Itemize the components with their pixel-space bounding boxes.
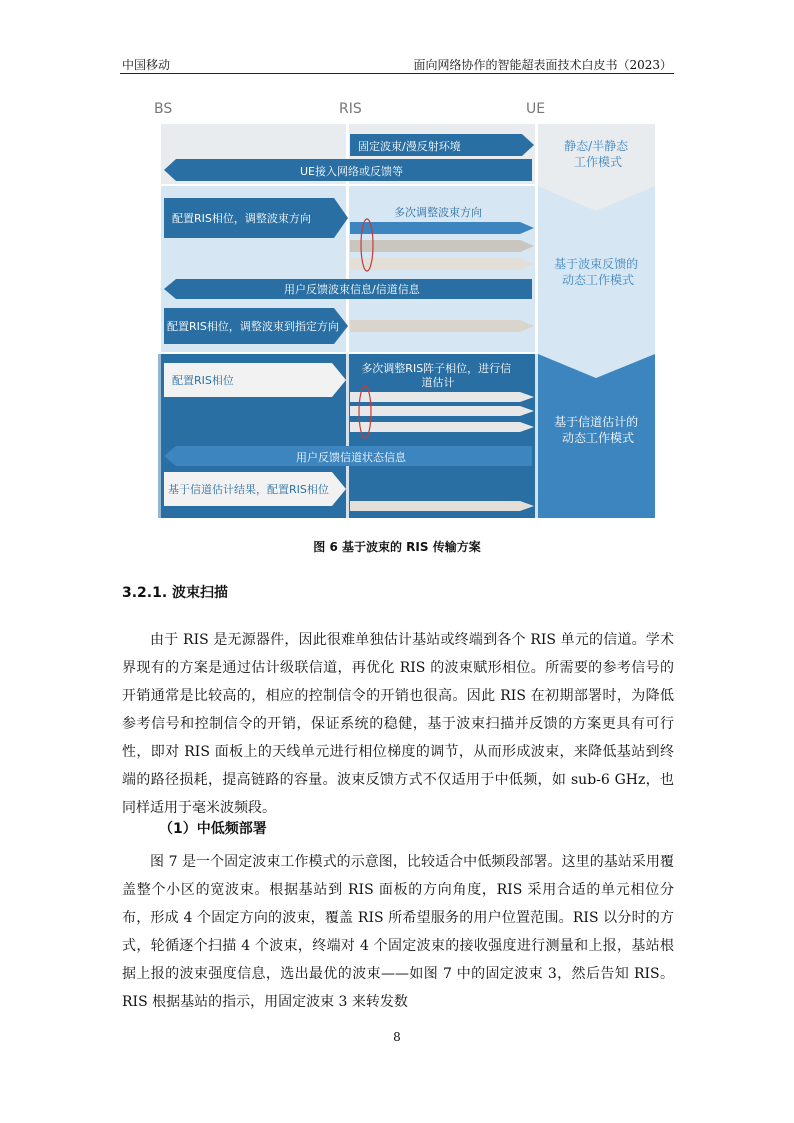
beam-arrow-1 bbox=[350, 222, 534, 234]
paragraph-1: 由于 RIS 是无源器件，因此很难单独估计基站或终端到各个 RIS 单元的信道。学术界现有的方案是通过估计级联信道，再优化 RIS 的波束赋形相位。所需要的参考信号的开销通常是比较高的，相应的控制信令的开销也很高。因此 RIS 在初期部署时，为降低参考信号和控制信令的开销，保证系统的稳健，基于波束扫描并反馈的方案更具有可行性，即对 RIS 面板上的天线单元进行相位梯度的调节，从而形成波束，来降低基站到终端的路径损耗，提高链路的容量。波束反馈方式不仅适用于中低频，如 sub-6 GHz，也同样适用于毫米波频段。 bbox=[122, 632, 674, 816]
col-bs-label: BS bbox=[154, 101, 173, 117]
header-rule bbox=[120, 73, 674, 74]
header-right: 面向网络协作的智能超表面技术白皮书（2023） bbox=[413, 58, 672, 72]
mode-channel-label: 基于信道估计的 动态工作模式 bbox=[554, 415, 639, 445]
config-ris-beam-label: 配置RIS相位，调整波束方向 bbox=[172, 212, 311, 225]
figure-ris-transmission bbox=[150, 96, 660, 524]
beam-arrow-3 bbox=[350, 258, 534, 270]
channel-arrow-2 bbox=[350, 406, 534, 416]
channel-arrow-3 bbox=[350, 422, 534, 432]
multi-adjust-sub-label: 多次调整RIS阵子相位，进行信 道估计 bbox=[361, 362, 512, 389]
beam-arrow-2 bbox=[350, 240, 534, 252]
fixed-beam-label: 固定波束/漫反射环境 bbox=[358, 140, 461, 153]
col-ue-label: UE bbox=[526, 101, 546, 117]
user-feedback-beam-label: 用户反馈波束信息/信道信息 bbox=[284, 283, 420, 296]
mode-static-label: 静态/半静态 工作模式 bbox=[564, 139, 629, 169]
paragraph-2: 图 7 是一个固定波束工作模式的示意图，比较适合中低频段部署。这里的基站采用覆盖整个小区的宽波束。根据基站到 RIS 面板的方向角度，RIS 采用合适的单元相位分布，形成 4 个固定方向的波束，覆盖 RIS 所希望服务的用户位置范围。RIS 以分时的方式，轮循逐个扫描 4 个波束，终端对 4 个固定波束的接收强度进行测量和上报，基站根据上报的波束强度信息，选出最优的波束——如图 7 中的固定波束 3，然后告知 RIS。RIS 根据基站的指示，用固定波束 3 来转发数 bbox=[122, 854, 674, 1010]
beam-arrow-4 bbox=[350, 320, 534, 332]
ue-access-label: UE接入网络或反馈等 bbox=[300, 165, 404, 178]
channel-arrow-1 bbox=[350, 392, 534, 402]
config-ris-phase-label: 配置RIS相位 bbox=[172, 374, 234, 387]
config-by-estimate-label: 基于信道估计结果，配置RIS相位 bbox=[168, 483, 329, 496]
mode-beam-label: 基于波束反馈的 动态工作模式 bbox=[554, 257, 639, 287]
figure-caption: 图 6 基于波束的 RIS 传输方案 bbox=[313, 540, 481, 554]
multi-adjust-label: 多次调整波束方向 bbox=[394, 206, 482, 219]
channel-arrow-4 bbox=[350, 501, 534, 511]
section-title: 3.2.1. 波束扫描 bbox=[122, 585, 229, 601]
page-number: 8 bbox=[393, 1030, 401, 1044]
subheading: （1）中低频部署 bbox=[159, 821, 267, 837]
header-left: 中国移动 bbox=[122, 58, 171, 72]
config-ris-target-label: 配置RIS相位，调整波束到指定方向 bbox=[167, 320, 339, 333]
col-ris-label: RIS bbox=[339, 101, 362, 117]
user-feedback-channel-label: 用户反馈信道状态信息 bbox=[296, 451, 406, 464]
